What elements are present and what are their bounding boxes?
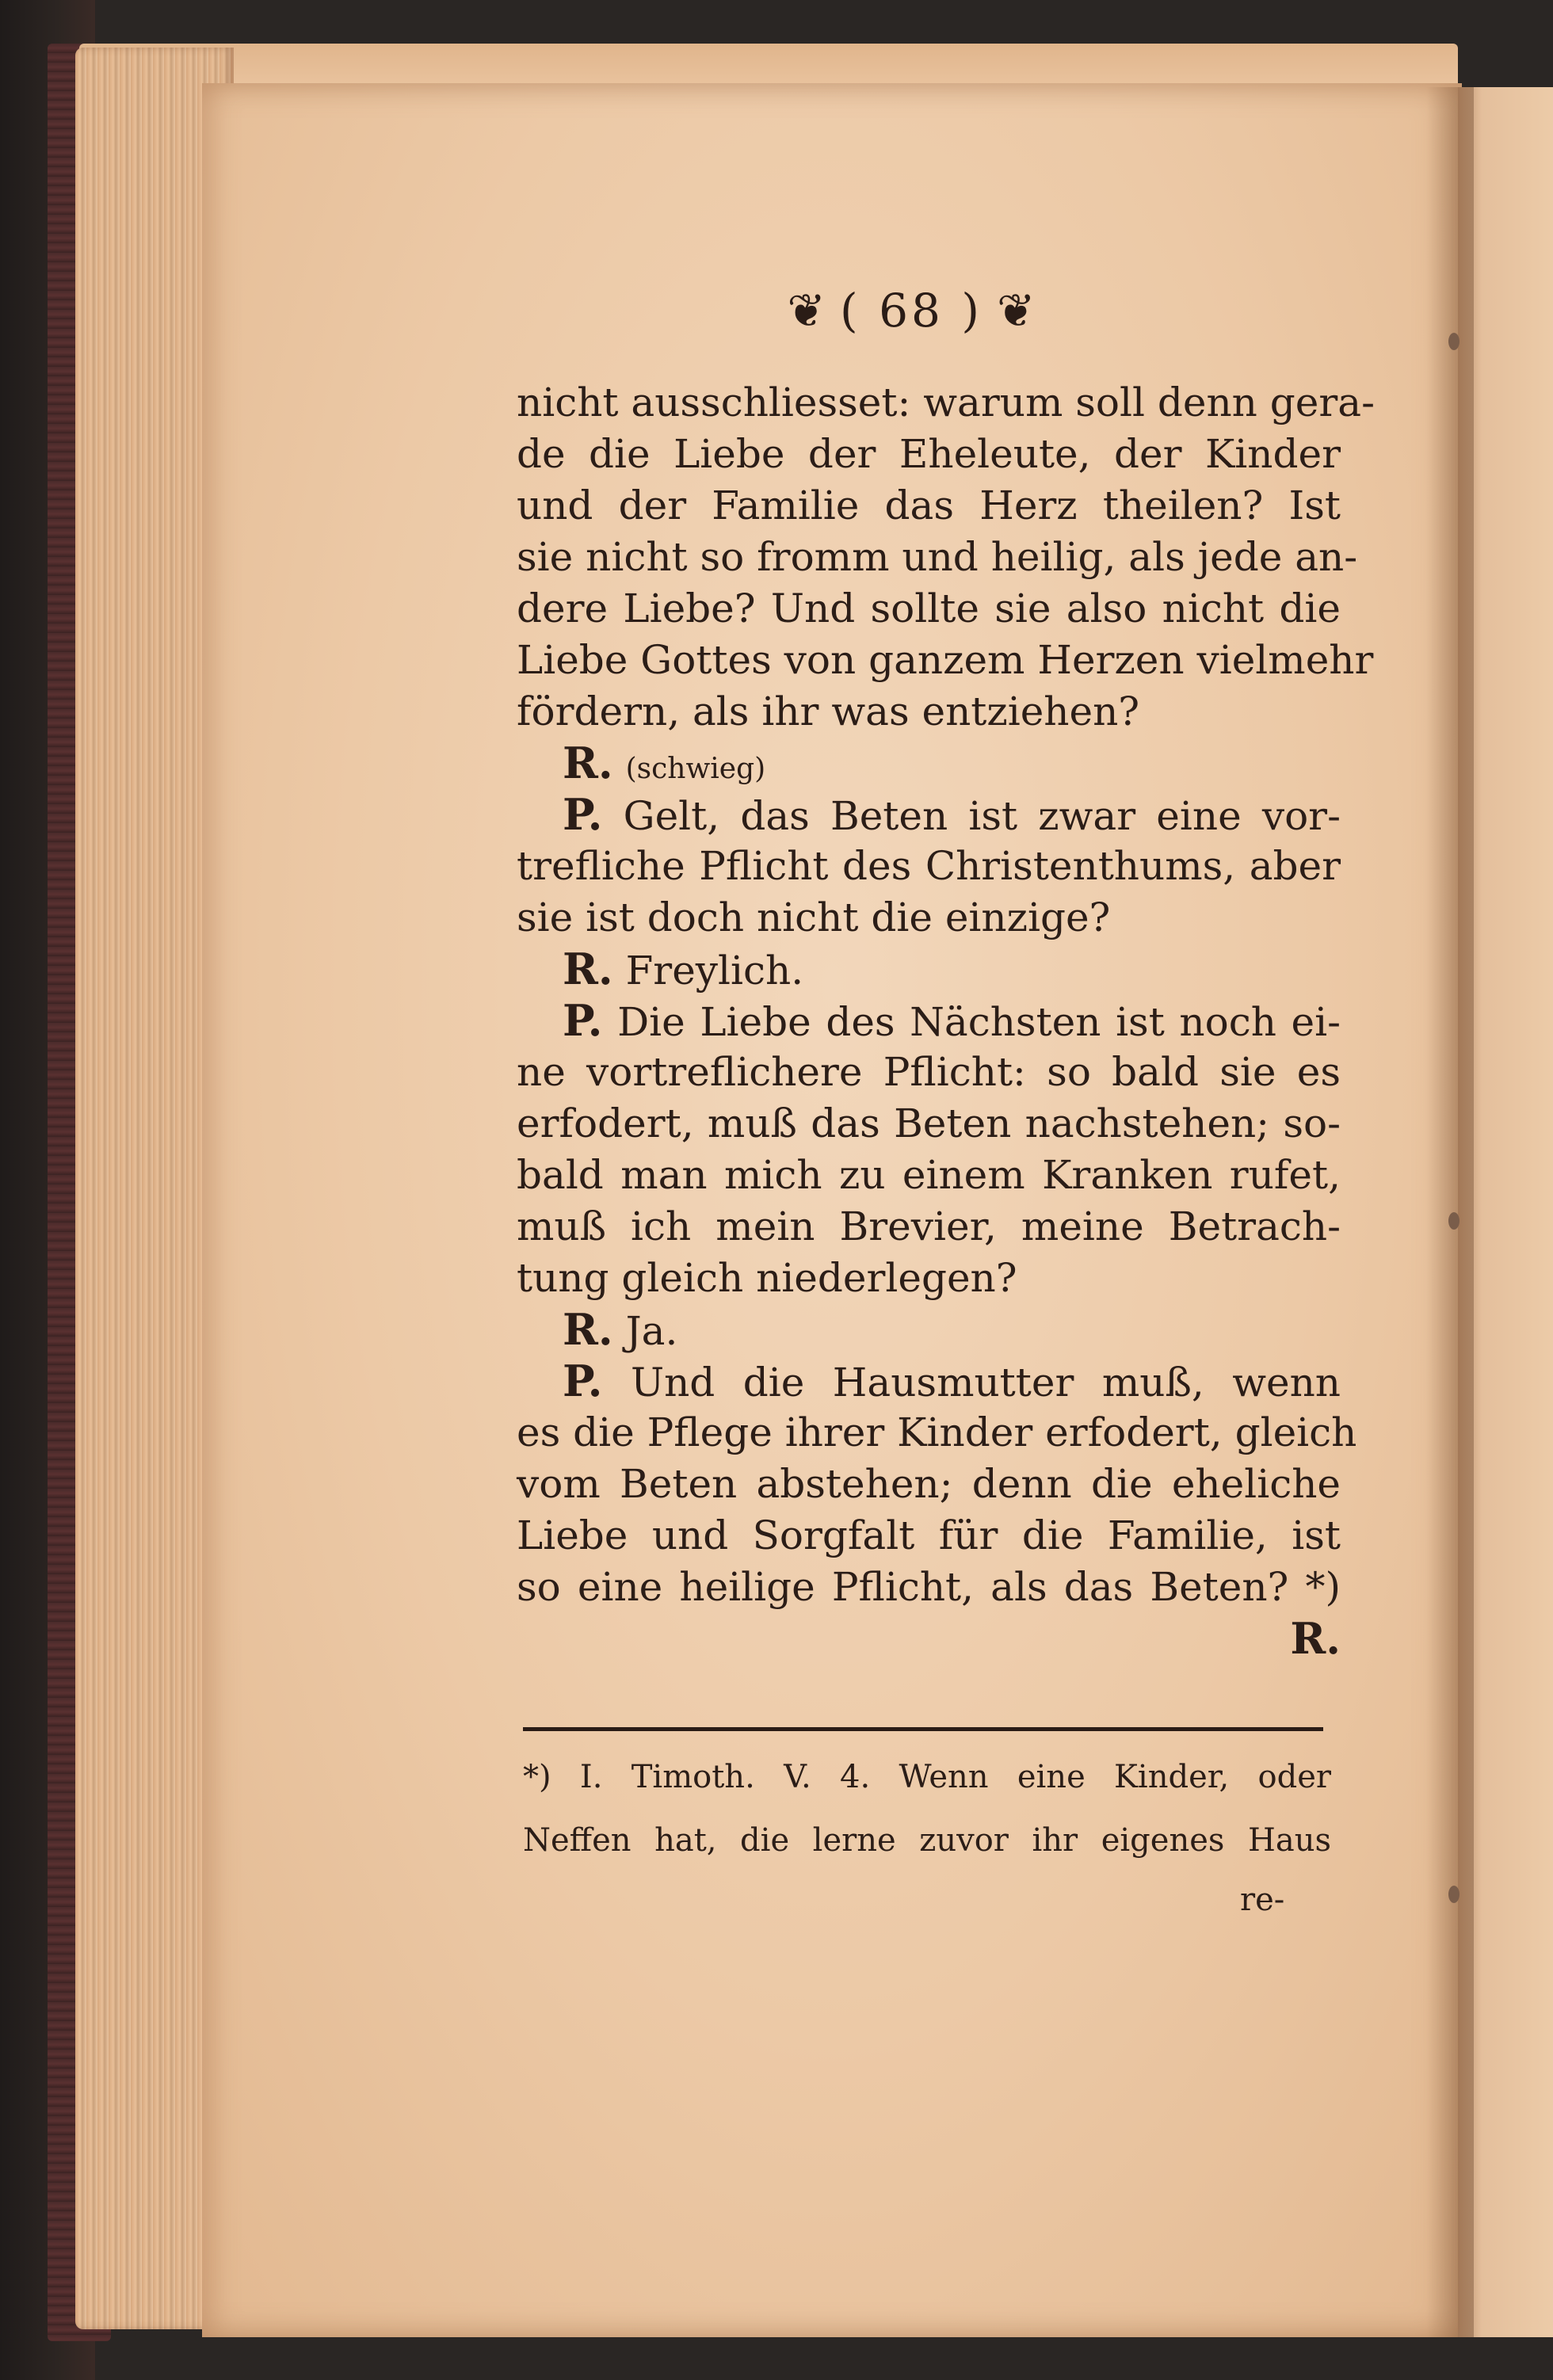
text-line: erfodert, muß das Beten nachstehen; so- — [517, 1100, 1341, 1146]
text-line: Liebe Gottes von ganzem Herzen vielmehr — [517, 637, 1374, 683]
dialogue-line: P. Die Liebe des Nächsten ist noch ei- — [563, 995, 1341, 1046]
footnote-line: *) I. Timoth. V. 4. Wenn eine Kinder, oder — [523, 1759, 1331, 1795]
catchword-speaker: R. — [1290, 1613, 1341, 1664]
ornament-left-icon: ❦ — [787, 284, 826, 338]
text-line: tung gleich niederlegen? — [517, 1255, 1017, 1301]
footnote-line: Neffen hat, die lerne zuvor ihr eigenes Haus — [523, 1822, 1331, 1859]
binding-hole — [1448, 1886, 1460, 1903]
footnote-catchword: re- — [1240, 1882, 1285, 1918]
speaker-label: P. — [563, 995, 603, 1046]
text-line: dere Liebe? Und sollte sie also nicht die — [517, 585, 1341, 631]
speaker-label: P. — [563, 789, 603, 840]
text-line: so eine heilige Pflicht, als das Beten? *) — [517, 1564, 1341, 1610]
dialogue-line: R. Freylich. — [563, 944, 804, 994]
footnote-rule — [523, 1727, 1323, 1731]
dialogue-line: P. Gelt, das Beten ist zwar eine vor- — [563, 789, 1341, 840]
text-line: sie ist doch nicht die einzige? — [517, 894, 1111, 940]
ornament-right-icon: ❦ — [996, 284, 1036, 338]
text-line: vom Beten abstehen; denn die eheliche — [517, 1461, 1341, 1507]
text-line: muß ich mein Brevier, meine Betrach- — [517, 1203, 1341, 1249]
binding-hole — [1448, 333, 1460, 350]
text-line: es die Pflege ihrer Kinder erfodert, gleich — [517, 1409, 1357, 1455]
speaker-label: R. — [563, 1304, 613, 1355]
text-line: und der Familie das Herz theilen? Ist — [517, 482, 1341, 528]
dialogue-line: P. Und die Hausmutter muß, wenn — [563, 1356, 1341, 1406]
gutter-shadow — [1426, 87, 1474, 2337]
text-line: trefliche Pflicht des Christenthums, aber — [517, 843, 1341, 889]
text-line: Liebe und Sorgfalt für die Familie, ist — [517, 1512, 1341, 1558]
speaker-label: R. — [563, 738, 613, 788]
text-line: nicht ausschliesset: warum soll denn gera- — [517, 380, 1375, 425]
speaker-label: P. — [563, 1356, 603, 1406]
speaker-label: R. — [563, 944, 613, 994]
main-text — [517, 377, 1375, 1665]
dialogue-line: R. Ja. — [563, 1304, 678, 1355]
running-header — [745, 279, 1078, 342]
text-line: bald man mich zu einem Kranken rufet, — [517, 1152, 1341, 1198]
text-line: fördern, als ihr was entziehen? — [517, 688, 1140, 734]
binding-hole — [1448, 1212, 1460, 1230]
text-line: ne vortreflichere Pflicht: so bald sie es — [517, 1049, 1341, 1095]
page-number: ( 68 ) — [840, 284, 983, 338]
text-line: de die Liebe der Eheleute, der Kinder — [517, 431, 1341, 477]
dialogue-line: R. (schwieg) — [563, 738, 766, 788]
text-line: sie nicht so fromm und heilig, als jede an- — [517, 534, 1358, 580]
